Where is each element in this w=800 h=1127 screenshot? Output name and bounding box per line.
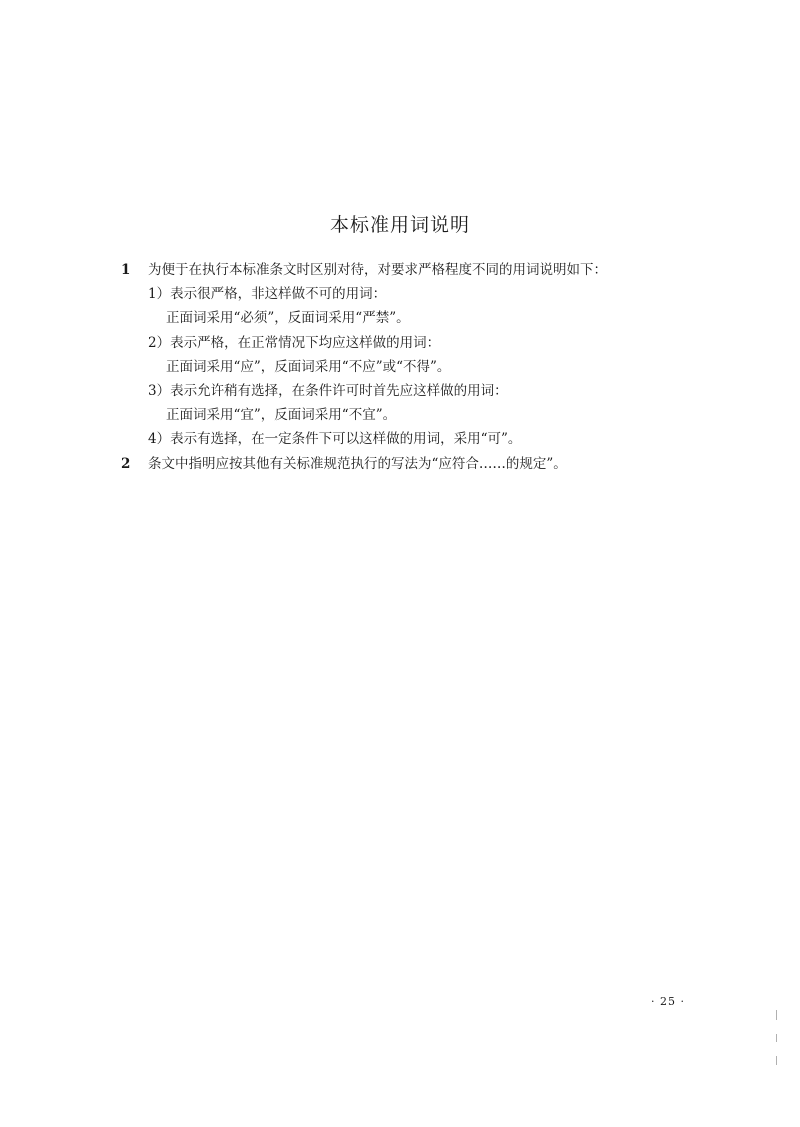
- item-number: 2: [121, 455, 131, 472]
- margin-mark: [776, 1034, 777, 1042]
- sub-item-detail: 正面词采用“必须”，反面词采用“严禁”。: [166, 310, 410, 327]
- sub-item-label: 4）表示有选择，在一定条件下可以这样做的用词，采用“可”。: [148, 431, 522, 448]
- item-text: 条文中指明应按其他有关标准规范执行的写法为“应符合……的规定”。: [148, 455, 567, 472]
- margin-mark: [776, 1010, 777, 1020]
- margin-mark: [776, 1056, 777, 1065]
- sub-item-label: 2）表示严格，在正常情况下均应这样做的用词：: [148, 334, 441, 351]
- list-item-1: [121, 258, 701, 282]
- content-body: [121, 258, 701, 476]
- item-number: 1: [121, 262, 131, 278]
- sub-item-detail: 正面词采用“宜”，反面词采用“不宜”。: [166, 407, 397, 424]
- item-text: 为便于在执行本标准条文时区别对待，对要求严格程度不同的用词说明如下：: [148, 262, 607, 278]
- sub-item-4: [148, 427, 701, 451]
- sub-item-3: [148, 379, 701, 427]
- sub-item-1: [148, 282, 701, 330]
- sub-item-2: [148, 331, 701, 379]
- sub-item-label: 3）表示允许稍有选择，在条件许可时首先应这样做的用词：: [148, 383, 508, 400]
- sub-item-label: 1）表示很严格，非这样做不可的用词：: [148, 286, 387, 303]
- sub-item-detail: 正面词采用“应”，反面词采用“不应”或“不得”。: [166, 358, 451, 375]
- margin-marks: [776, 1010, 778, 1080]
- page-number: · 25 ·: [651, 995, 685, 1008]
- page-title: 本标准用词说明: [329, 213, 470, 236]
- list-item-2: [121, 452, 701, 476]
